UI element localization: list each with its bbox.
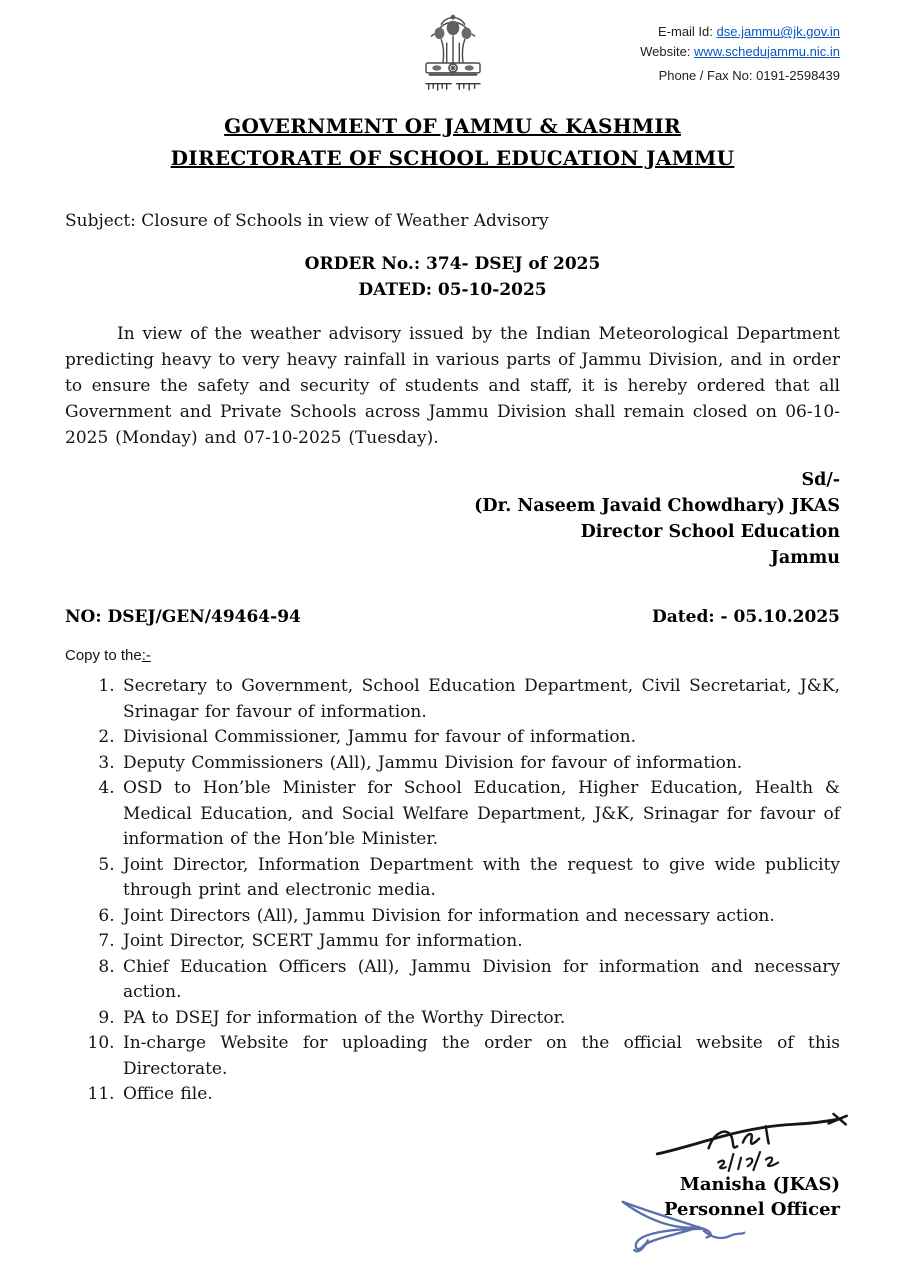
website-label: Website: <box>640 43 695 59</box>
reference-number: NO: DSEJ/GEN/49464-94 <box>65 607 301 628</box>
order-number-line: ORDER No.: 374- DSEJ of 2025 <box>304 253 601 274</box>
email-link[interactable]: dse.jammu@jk.gov.in <box>716 24 840 39</box>
blue-ink-scribble-icon <box>615 1190 750 1258</box>
copy-list-item: 3. Deputy Commissioners (All), Jammu Division for favour of information. <box>121 751 840 777</box>
copy-list-item: 7. Joint Director, SCERT Jammu for information. <box>121 929 840 955</box>
copy-list-item: 10. In-charge Website for uploading the order on the official website of this Directorate. <box>121 1031 840 1082</box>
officer-designation: Personnel Officer <box>663 1198 840 1220</box>
copy-to-line <box>65 647 840 664</box>
phone-fax-line: Phone / Fax No: 0191-2598439 <box>658 68 840 83</box>
letterhead-title <box>65 110 840 175</box>
distribution-list <box>65 674 840 1108</box>
directorate-title-line: DIRECTORATE OF SCHOOL EDUCATION JAMMU <box>170 146 735 171</box>
copy-list-item: 8. Chief Education Officers (All), Jammu Division for information and necessary action. <box>121 955 840 1006</box>
order-body-paragraph: In view of the weather advisory issued by the Indian Meteorological Department predicting heavy to very heavy rainfall in various parts of Jammu Division, and in order to ensure the safety and security of students and staff, it is hereby ordered that all Government and Private Schools across Jammu Division shall remain closed on 06-10-2025 (Monday) and 07-10-2025 (Tuesday). <box>65 324 840 449</box>
copy-list-item: 9. PA to DSEJ for information of the Worthy Director. <box>121 1006 840 1032</box>
satyameva-jayate-motto <box>426 84 480 90</box>
copy-list-item: 5. Joint Director, Information Department with the request to give wide publicity through print and electronic media. <box>121 853 840 904</box>
email-label: E-mail Id: <box>657 24 717 39</box>
copy-list-item: 4. OSD to Hon’ble Minister for School Education, Higher Education, Health & Medical Education, and Social Welfare Department, J&K, Srinagar for favour of information of the Hon’ble Minister. <box>121 776 840 853</box>
order-date-line: DATED: 05-10-2025 <box>358 280 547 301</box>
contact-info-block <box>640 22 840 86</box>
authority-designation: Director School Education <box>580 522 840 543</box>
copy-list-item: 6. Joint Directors (All), Jammu Division for information and necessary action. <box>121 904 840 930</box>
handwritten-signature-icon <box>649 1112 854 1172</box>
reference-date: Dated: - 05.10.2025 <box>652 607 840 628</box>
officer-name: Manisha (JKAS) <box>679 1173 840 1195</box>
footer-signature-block <box>649 1112 840 1222</box>
copy-to-label: Copy to the <box>65 647 142 665</box>
authority-place: Jammu <box>770 548 840 569</box>
copy-list-item: 2. Divisional Commissioner, Jammu for favour of information. <box>121 725 840 751</box>
email-line <box>640 22 840 42</box>
document-header <box>65 10 840 96</box>
copy-list-item: 11. Office file. <box>121 1082 840 1108</box>
subject-line: Subject: Closure of Schools in view of Weather Advisory <box>65 210 549 231</box>
authority-signature-block <box>65 467 840 571</box>
order-heading <box>65 251 840 304</box>
copy-to-suffix: :- <box>141 647 151 665</box>
reference-row <box>65 607 840 627</box>
website-link[interactable]: www.schedujammu.nic.in <box>694 43 840 59</box>
government-title-line: GOVERNMENT OF JAMMU & KASHMIR <box>224 114 681 138</box>
authority-name: (Dr. Naseem Javaid Chowdhary) JKAS <box>474 496 840 517</box>
website-line <box>640 42 840 62</box>
sd-line: Sd/- <box>801 470 840 491</box>
copy-list-item: 1. Secretary to Government, School Education Department, Civil Secretariat, J&K, Srinagar for favour of information. <box>121 674 840 725</box>
ashoka-emblem-icon <box>417 12 489 100</box>
